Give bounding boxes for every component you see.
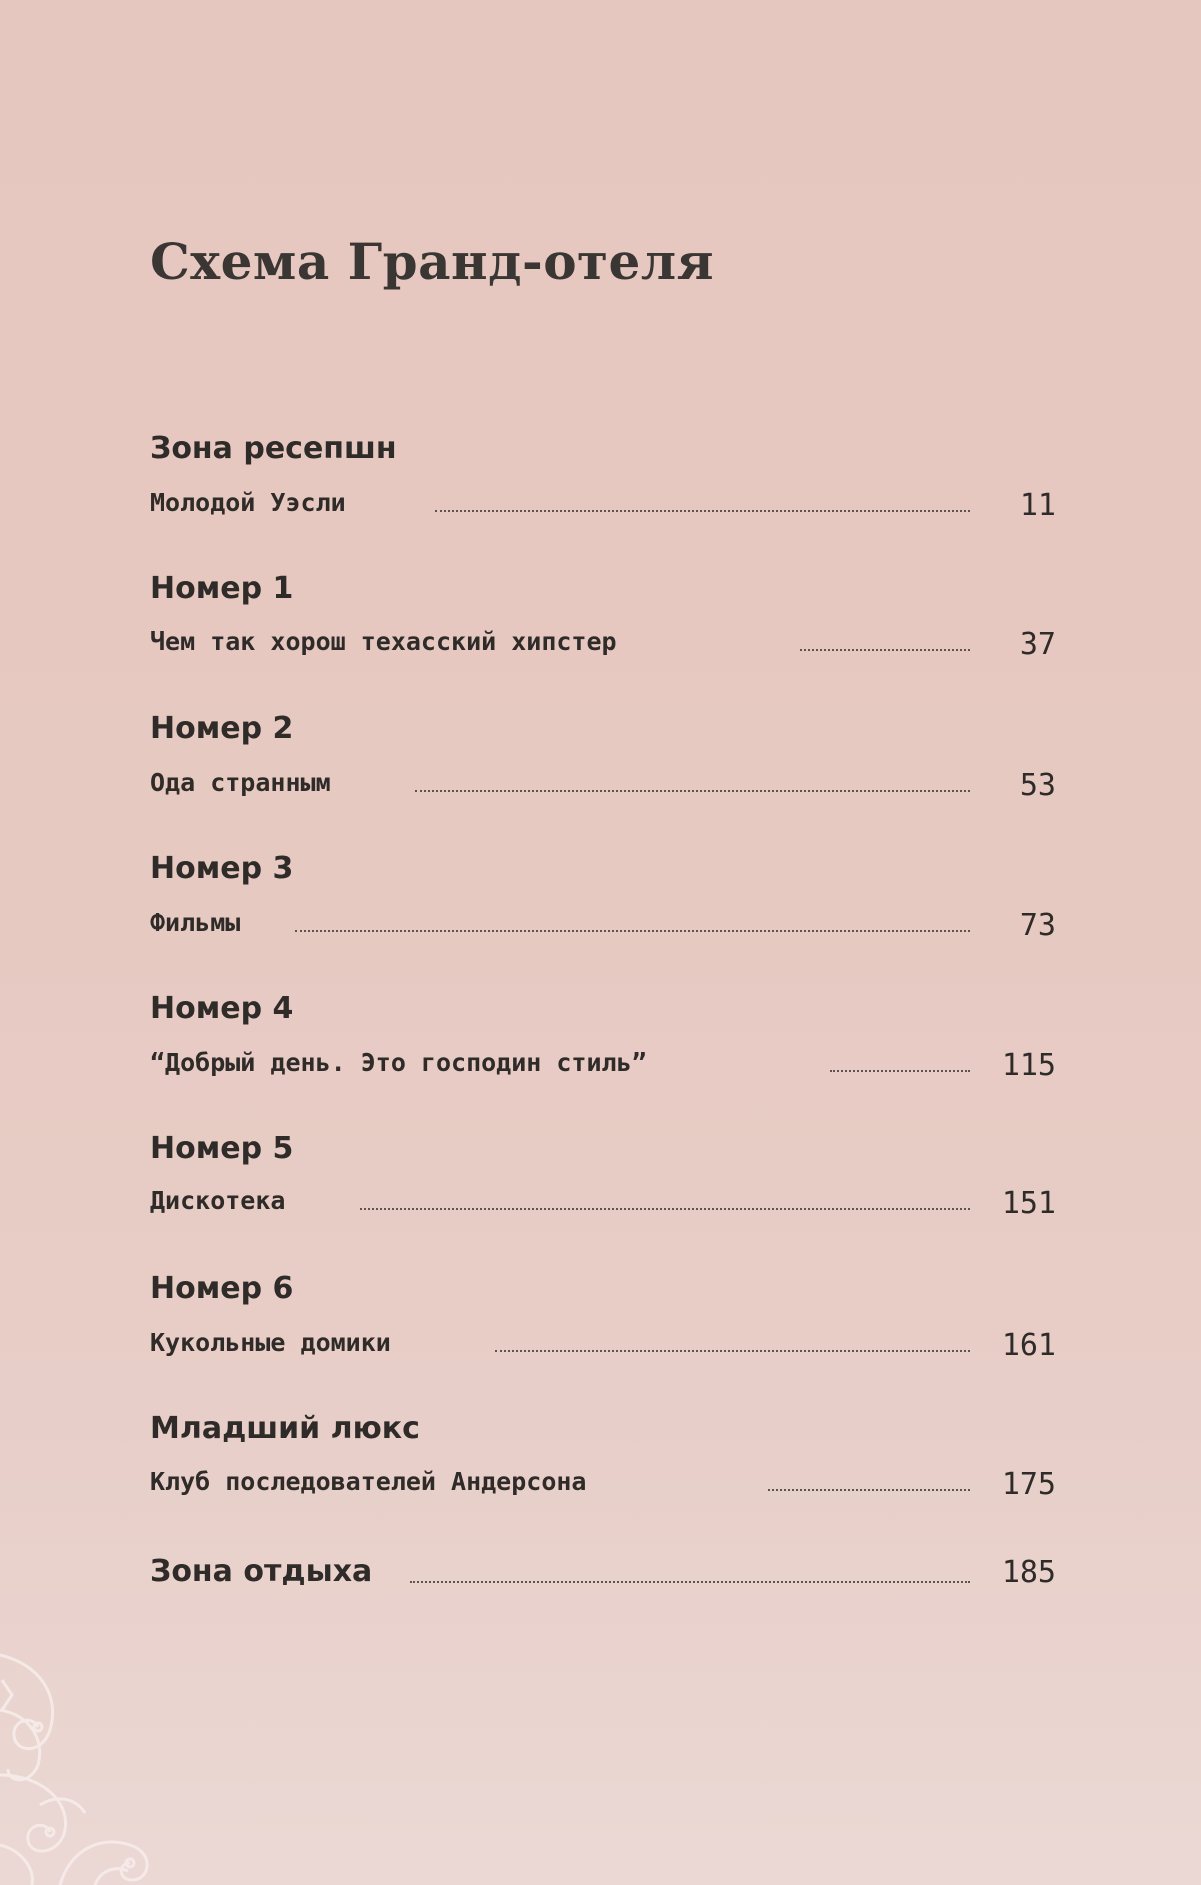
- toc-entry-title: Фильмы: [150, 908, 241, 937]
- dot-leader: [360, 1208, 970, 1210]
- toc-page-number: 115: [1001, 1048, 1056, 1083]
- dot-leader: [295, 930, 970, 932]
- page-title: Схема Гранд-отеля: [150, 232, 715, 291]
- toc-page-number: 161: [1001, 1328, 1056, 1363]
- filigree-ornament-icon: [0, 1635, 190, 1885]
- section-heading-room-6: Номер 6: [150, 1271, 294, 1306]
- section-heading-junior-suite: Младший люкс: [150, 1411, 420, 1446]
- dot-leader: [435, 510, 970, 512]
- section-heading-rest-zone: Зона отдыха: [150, 1554, 373, 1589]
- toc-entry[interactable]: [150, 488, 1056, 528]
- toc-page-number: 11: [1019, 488, 1056, 523]
- toc-entry[interactable]: [150, 1328, 1056, 1368]
- toc-entry-title: “Добрый день. Это господин стиль”: [150, 1048, 647, 1077]
- toc-page-number: 37: [1019, 627, 1056, 662]
- dot-leader: [830, 1070, 970, 1072]
- toc-entry[interactable]: [150, 908, 1056, 948]
- toc-entry-title: Клуб последователей Андерсона: [150, 1467, 587, 1496]
- toc-entry-title: Дискотека: [150, 1186, 286, 1215]
- toc-page-number: 185: [1001, 1555, 1056, 1590]
- toc-entry-title: Кукольные домики: [150, 1328, 391, 1357]
- dot-leader: [495, 1350, 970, 1352]
- toc-entry-title: Молодой Уэсли: [150, 488, 346, 517]
- section-heading-room-2: Номер 2: [150, 711, 294, 746]
- toc-entry[interactable]: [150, 1186, 1056, 1226]
- section-heading-room-4: Номер 4: [150, 991, 294, 1026]
- toc-entry-rest-zone[interactable]: [150, 1555, 1056, 1599]
- toc-entry[interactable]: [150, 768, 1056, 808]
- toc-entry[interactable]: [150, 1048, 1056, 1088]
- section-heading-room-5: Номер 5: [150, 1131, 294, 1166]
- toc-page-number: 73: [1019, 908, 1056, 943]
- toc-entry-title: Чем так хорош техасский хипстер: [150, 627, 617, 656]
- section-heading-reception: Зона ресепшн: [150, 431, 397, 466]
- toc-entry[interactable]: [150, 1467, 1056, 1507]
- toc-page-number: 53: [1019, 768, 1056, 803]
- dot-leader: [410, 1581, 970, 1583]
- dot-leader: [415, 790, 970, 792]
- toc-page-number: 175: [1001, 1467, 1056, 1502]
- toc-entry[interactable]: [150, 627, 1056, 667]
- dot-leader: [800, 649, 970, 651]
- section-heading-room-3: Номер 3: [150, 851, 294, 886]
- section-heading-room-1: Номер 1: [150, 571, 294, 606]
- toc-page-number: 151: [1001, 1186, 1056, 1221]
- toc-entry-title: Ода странным: [150, 768, 331, 797]
- dot-leader: [768, 1489, 970, 1491]
